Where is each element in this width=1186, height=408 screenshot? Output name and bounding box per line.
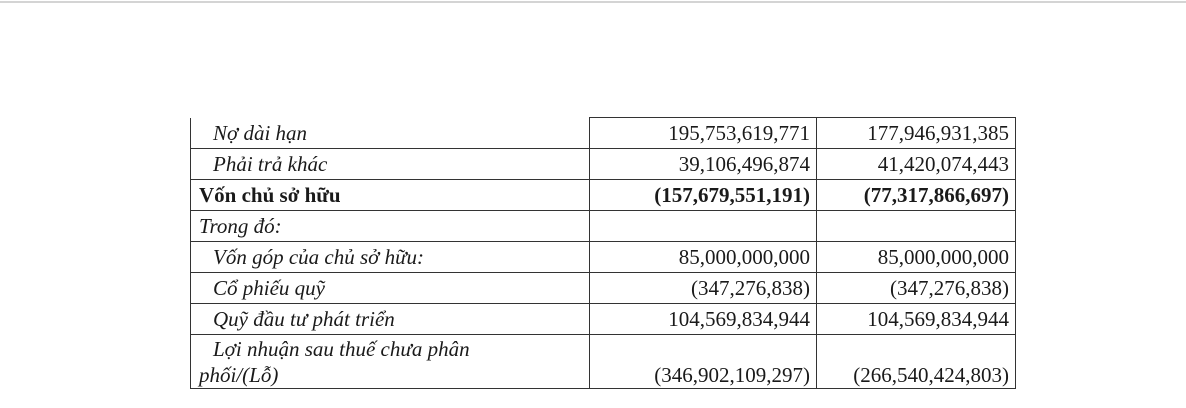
row-label: Vốn chủ sở hữu: [191, 180, 590, 211]
row-label-line2: phối/(Lỗ): [199, 363, 279, 387]
row-label-line1: Lợi nhuận sau thuế chưa phân: [213, 337, 470, 361]
table-row: [191, 335, 1016, 389]
row-label: Vốn góp của chủ sở hữu:: [191, 242, 590, 273]
table-row: [191, 273, 1016, 304]
row-label: [191, 335, 590, 389]
table-row: [191, 118, 1016, 149]
value-col1: (346,902,109,297): [590, 335, 817, 389]
table-row: [191, 149, 1016, 180]
equity-table: [190, 117, 1016, 389]
value-col2: 41,420,074,443: [817, 149, 1016, 180]
value-col2: [817, 211, 1016, 242]
value-col1: [590, 211, 817, 242]
table-row: [191, 211, 1016, 242]
value-col1: 195,753,619,771: [590, 118, 817, 149]
value-col1: 39,106,496,874: [590, 149, 817, 180]
table-row: [191, 242, 1016, 273]
value-col1: (347,276,838): [590, 273, 817, 304]
value-col2: (77,317,866,697): [817, 180, 1016, 211]
page-top-divider: [0, 1, 1186, 3]
table-row: [191, 304, 1016, 335]
table-row: [191, 180, 1016, 211]
value-col2: 104,569,834,944: [817, 304, 1016, 335]
value-col1: (157,679,551,191): [590, 180, 817, 211]
value-col2: 177,946,931,385: [817, 118, 1016, 149]
value-col1: 104,569,834,944: [590, 304, 817, 335]
row-label: Cổ phiếu quỹ: [191, 273, 590, 304]
row-label: Quỹ đầu tư phát triển: [191, 304, 590, 335]
value-col2: (266,540,424,803): [817, 335, 1016, 389]
row-label: Nợ dài hạn: [191, 118, 590, 149]
value-col1: 85,000,000,000: [590, 242, 817, 273]
row-label: Trong đó:: [191, 211, 590, 242]
row-label: Phải trả khác: [191, 149, 590, 180]
value-col2: 85,000,000,000: [817, 242, 1016, 273]
value-col2: (347,276,838): [817, 273, 1016, 304]
